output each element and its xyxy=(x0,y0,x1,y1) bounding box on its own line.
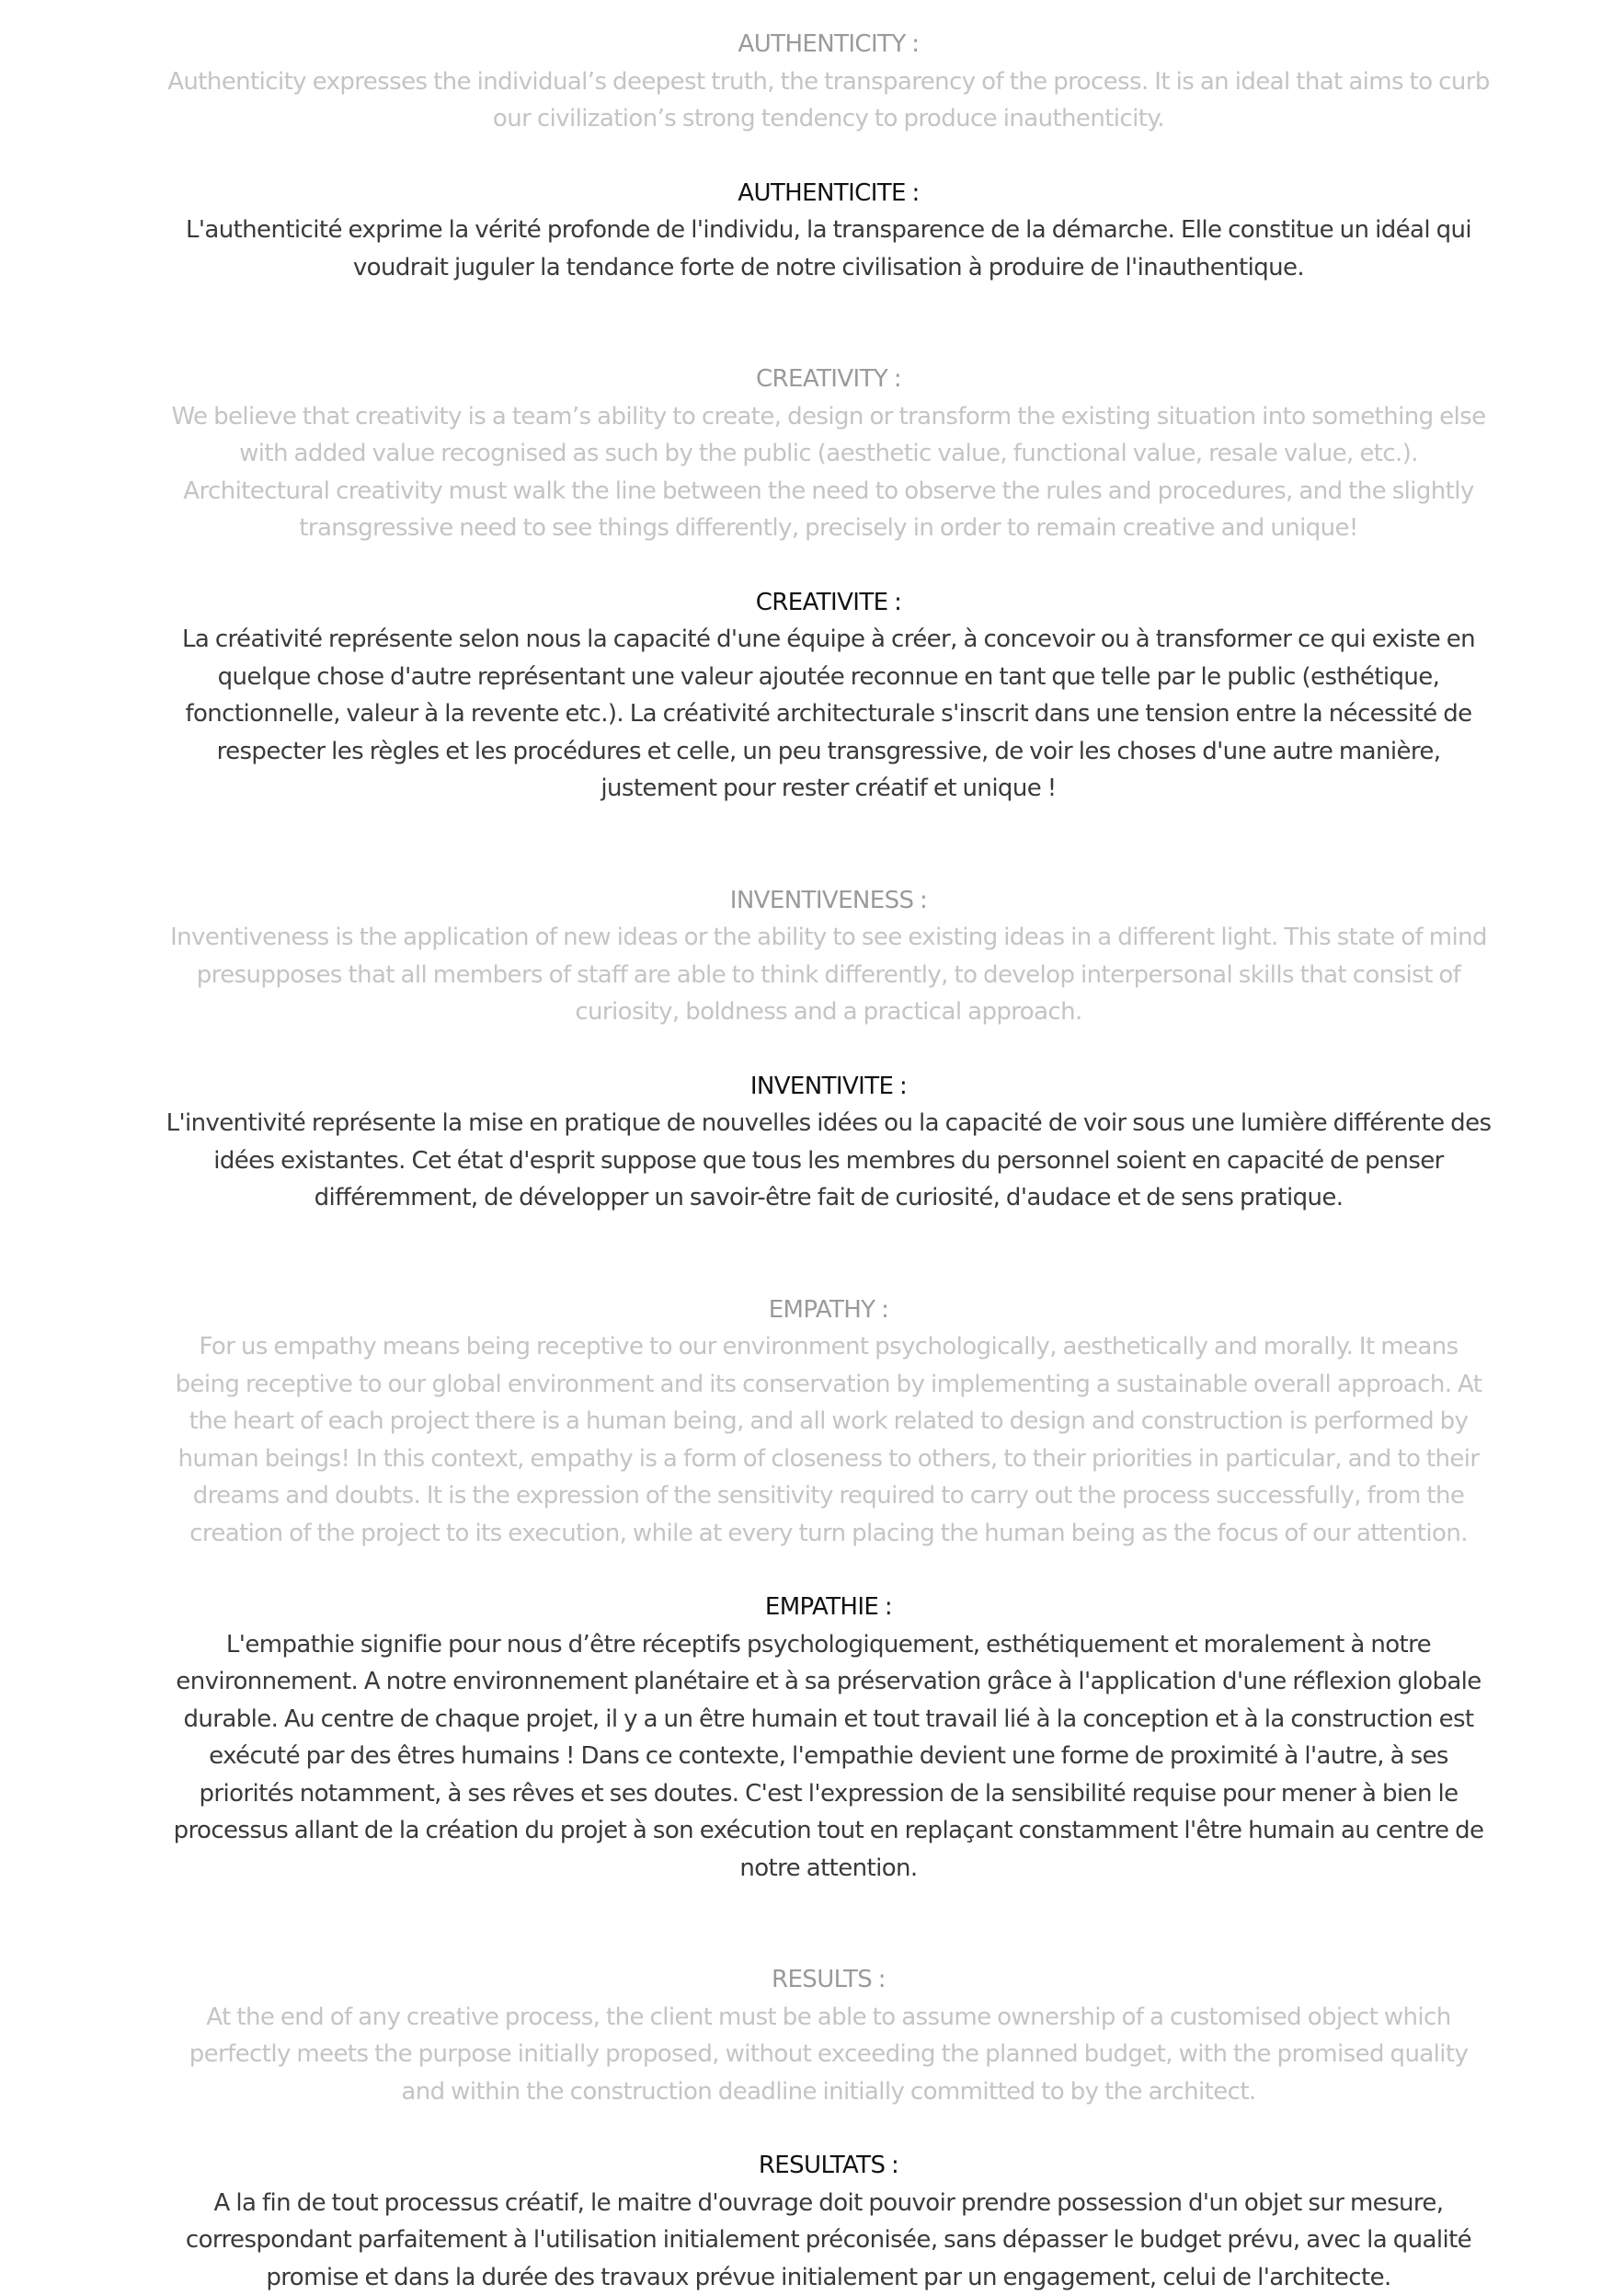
section-text-fr: L'authenticité exprime la vérité profonde de l'individu, la transparence de la démarche. Elle constitue un idéal qui voudrait juguler la tendance forte de notre civilisation à produire de l'inauthentique. xyxy=(166,212,1492,286)
english-block xyxy=(166,361,1492,547)
french-block xyxy=(166,1589,1492,1887)
french-block xyxy=(166,1068,1492,1217)
section-spacer xyxy=(166,286,1492,361)
section-heading-en: AUTHENTICITY : xyxy=(166,26,1492,63)
section-text-fr: L'inventivité représente la mise en pratique de nouvelles idées ou la capacité de voir sous une lumière différente des idées existantes. Cet état d'esprit suppose que tous les membres du personnel soient en capacité de penser différemment, de développer un savoir-être fait de curiosité, d'audace et de sens pratique. xyxy=(166,1105,1492,1217)
english-block xyxy=(166,1961,1492,2110)
section-heading-en: CREATIVITY : xyxy=(166,361,1492,398)
section-text-fr: L'empathie signifie pour nous d’être réceptifs psychologiquement, esthétiquement et moralement à notre environnement. A notre environnement planétaire et à sa préservation grâce à l'application d'une réflexion globale durable. Au centre de chaque projet, il y a un être humain et tout travail lié à la conception et à la construction est exécuté par des êtres humains ! Dans ce contexte, l'empathie devient une forme de proximité à l'autre, à ses priorités notamment, à ses rêves et ses doutes. C'est l'expression de la sensibilité requise pour mener à bien le processus allant de la création du projet à son exécution tout en replaçant constamment l'être humain au centre de notre attention. xyxy=(166,1626,1492,1888)
section-empathy xyxy=(166,1292,1492,1888)
english-block xyxy=(166,1292,1492,1553)
section-spacer xyxy=(166,1887,1492,1961)
french-block xyxy=(166,584,1492,808)
document-page xyxy=(166,26,1492,2296)
section-results xyxy=(166,1961,1492,2296)
section-text-en: We believe that creativity is a team’s ability to create, design or transform the existing situation into something else with added value recognised as such by the public (aesthetic value, functional value, resale value, etc.). Architectural creativity must walk the line between the need to observe the rules and procedures, and the slightly transgressive need to see things differently, precisely in order to remain creative and unique! xyxy=(166,398,1492,547)
french-block xyxy=(166,2147,1492,2296)
section-creativity xyxy=(166,361,1492,808)
section-heading-fr: INVENTIVITE : xyxy=(166,1068,1492,1106)
section-text-en: For us empathy means being receptive to our environment psychologically, aesthetically and morally. It means being receptive to our global environment and its conservation by implementing a sustainable overall approach. At the heart of each project there is a human being, and all work related to design and construction is performed by human beings! In this context, empathy is a form of closeness to others, to their priorities in particular, and to their dreams and doubts. It is the expression of the sensitivity required to carry out the process successfully, from the creation of the project to its execution, while at every turn placing the human being as the focus of our attention. xyxy=(166,1328,1492,1552)
section-authenticity xyxy=(166,26,1492,286)
section-spacer xyxy=(166,808,1492,882)
section-heading-fr: EMPATHIE : xyxy=(166,1589,1492,1626)
section-inventiveness xyxy=(166,882,1492,1217)
section-text-fr: La créativité représente selon nous la capacité d'une équipe à créer, à concevoir ou à transformer ce qui existe en quelque chose d'autre représentant une valeur ajoutée reconnue en tant que telle par le public (esthétique, fonctionnelle, valeur à la revente etc.). La créativité architecturale s'inscrit dans une tension entre la nécessité de respecter les règles et les procédures et celle, un peu transgressive, de voir les choses d'une autre manière, justement pour rester créatif et unique ! xyxy=(166,621,1492,808)
section-text-en: Authenticity expresses the individual’s deepest truth, the transparency of the process. It is an ideal that aims to curb our civilization’s strong tendency to produce inauthenticity. xyxy=(166,63,1492,138)
section-heading-fr: RESULTATS : xyxy=(166,2147,1492,2185)
section-text-en: At the end of any creative process, the client must be able to assume ownership of a customised object which perfectly meets the purpose initially proposed, without exceeding the planned budget, with the promised quality and within the construction deadline initially committed to by the architect. xyxy=(166,1999,1492,2111)
section-heading-fr: CREATIVITE : xyxy=(166,584,1492,622)
section-heading-en: EMPATHY : xyxy=(166,1292,1492,1329)
section-text-fr: A la fin de tout processus créatif, le maitre d'ouvrage doit pouvoir prendre possession d'un objet sur mesure, correspondant parfaitement à l'utilisation initialement préconisée, sans dépasser le budget prévu, avec la qualité promise et dans la durée des travaux prévue initialement par un engagement, celui de l'architecte. xyxy=(166,2185,1492,2296)
english-block xyxy=(166,882,1492,1031)
section-heading-en: INVENTIVENESS : xyxy=(166,882,1492,920)
section-spacer xyxy=(166,1217,1492,1292)
section-text-en: Inventiveness is the application of new ideas or the ability to see existing ideas in a different light. This state of mind presupposes that all members of staff are able to think differently, to develop interpersonal skills that consist of curiosity, boldness and a practical approach. xyxy=(166,919,1492,1031)
french-block xyxy=(166,175,1492,287)
english-block xyxy=(166,26,1492,138)
section-heading-fr: AUTHENTICITE : xyxy=(166,175,1492,212)
section-heading-en: RESULTS : xyxy=(166,1961,1492,1999)
